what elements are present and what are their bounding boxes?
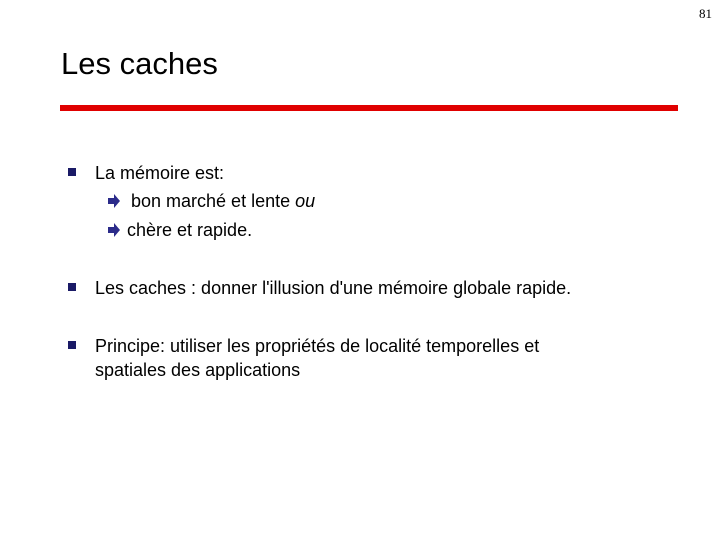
bullet-text: Les caches : donner l'illusion d'une mémoire globale rapide.	[95, 278, 572, 298]
sub-bullet-text: chère et rapide.	[127, 220, 253, 240]
square-bullet-icon	[68, 168, 76, 176]
bullet-text-line-2: spatiales des applications	[95, 360, 301, 380]
page-number: 81	[699, 6, 712, 21]
bullet-text: La mémoire est:	[95, 163, 225, 183]
sub-bullet-emphasis: ou	[295, 191, 316, 211]
sub-bullet-main-text: bon marché et lente	[131, 191, 296, 211]
square-bullet-icon	[68, 283, 76, 291]
sub-bullet-text	[131, 190, 315, 212]
title-underline-rule	[60, 105, 678, 111]
arrow-right-icon	[108, 223, 120, 237]
square-bullet-icon	[68, 341, 76, 349]
bullet-text-line-1: Principe: utiliser les propriétés de localité temporelles et	[95, 336, 540, 356]
arrow-right-icon	[108, 194, 120, 208]
slide-title: Les caches	[61, 46, 218, 81]
